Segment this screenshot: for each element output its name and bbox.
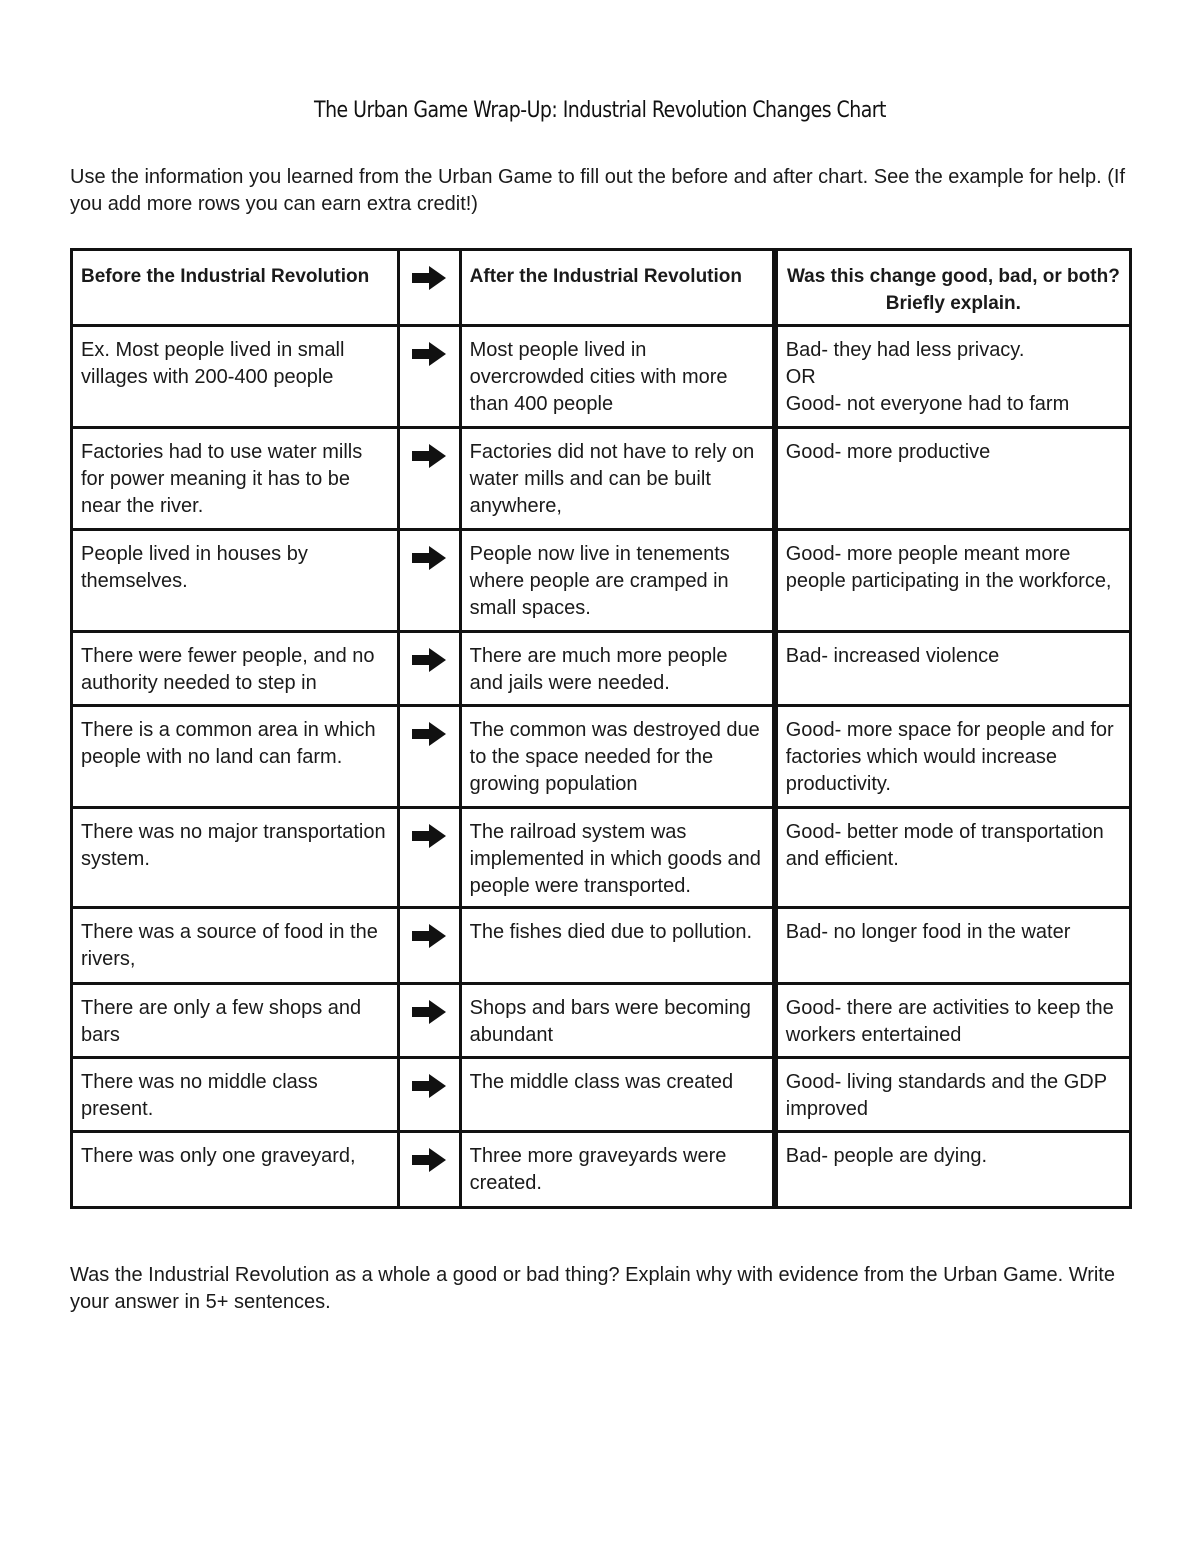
before-cell: There was no major transportation system. [72, 808, 399, 908]
before-cell: Factories had to use water mills for power meaning it has to be near the river. [72, 428, 399, 530]
after-cell: Most people lived in overcrowded cities with more than 400 people [460, 326, 775, 428]
right-arrow-icon [411, 721, 447, 747]
before-cell: There was no middle class present. [72, 1058, 399, 1132]
before-cell: There was only one graveyard, [72, 1132, 399, 1208]
after-cell: There are much more people and jails were needed. [460, 632, 775, 706]
arrow-cell [398, 530, 460, 632]
after-cell: Factories did not have to rely on water mills and can be built anywhere, [460, 428, 775, 530]
right-arrow-icon [411, 1147, 447, 1173]
right-arrow-icon [411, 265, 447, 291]
before-cell: There was a source of food in the rivers, [72, 908, 399, 984]
page-title: The Urban Game Wrap-Up: Industrial Revolution Changes Chart [314, 98, 886, 123]
arrow-cell [398, 984, 460, 1058]
evaluation-line: Good- not everyone had to farm [785, 393, 1070, 415]
right-arrow-icon [411, 1073, 447, 1099]
evaluation-cell [775, 632, 1131, 706]
table-row [72, 530, 1131, 632]
arrow-cell [398, 908, 460, 984]
evaluation-cell [775, 530, 1131, 632]
evaluation-cell [775, 808, 1131, 908]
evaluation-cell [775, 1132, 1131, 1208]
right-arrow-icon [411, 923, 447, 949]
after-cell: The railroad system was implemented in which goods and people were transported. [460, 808, 775, 908]
arrow-cell [398, 428, 460, 530]
table-body [72, 326, 1131, 1208]
evaluation-line: Good- more productive [785, 441, 991, 463]
right-arrow-icon [411, 999, 447, 1025]
header-evaluation: Was this change good, bad, or both? Briefly explain. [775, 250, 1131, 326]
arrow-cell [398, 632, 460, 706]
evaluation-line: Bad- increased violence [785, 645, 1000, 667]
arrow-cell [398, 1058, 460, 1132]
table-row [72, 908, 1131, 984]
instructions-text: Use the information you learned from the Urban Game to fill out the before and after chart. See the example for help. (If you add more rows you can earn extra credit!) [70, 166, 1126, 215]
right-arrow-icon [411, 823, 447, 849]
evaluation-line: Bad- they had less privacy. [785, 339, 1025, 361]
evaluation-cell [775, 428, 1131, 530]
header-after: After the Industrial Revolution [460, 250, 775, 326]
table-row [72, 984, 1131, 1058]
table-row [72, 326, 1131, 428]
table-row [72, 632, 1131, 706]
after-cell: People now live in tenements where people are cramped in small spaces. [460, 530, 775, 632]
arrow-cell [398, 808, 460, 908]
header-arrow [398, 250, 460, 326]
before-cell: There were fewer people, and no authority needed to step in [72, 632, 399, 706]
closing-question-text: Was the Industrial Revolution as a whole a good or bad thing? Explain why with evidence from the Urban Game. Write your answer in 5+ sentences. [70, 1264, 1115, 1313]
evaluation-line: Good- more space for people and for factories which would increase productivity. [785, 719, 1114, 795]
evaluation-line: Good- living standards and the GDP improved [785, 1071, 1107, 1120]
after-cell: The fishes died due to pollution. [460, 908, 775, 984]
right-arrow-icon [411, 647, 447, 673]
evaluation-line: Bad- no longer food in the water [785, 921, 1071, 943]
evaluation-cell [775, 326, 1131, 428]
evaluation-line: OR [785, 366, 816, 388]
evaluation-cell [775, 1058, 1131, 1132]
table-row [72, 706, 1131, 808]
before-cell: People lived in houses by themselves. [72, 530, 399, 632]
evaluation-cell [775, 908, 1131, 984]
table-row [72, 1058, 1131, 1132]
evaluation-line: Good- more people meant more people participating in the workforce, [785, 543, 1112, 592]
arrow-cell [398, 326, 460, 428]
changes-chart-table [70, 248, 1132, 1209]
header-before: Before the Industrial Revolution [72, 250, 399, 326]
table-header-row [72, 250, 1131, 326]
before-cell: There is a common area in which people with no land can farm. [72, 706, 399, 808]
right-arrow-icon [411, 443, 447, 469]
evaluation-cell [775, 706, 1131, 808]
before-cell: There are only a few shops and bars [72, 984, 399, 1058]
evaluation-line: Good- there are activities to keep the workers entertained [785, 997, 1114, 1046]
after-cell: Shops and bars were becoming abundant [460, 984, 775, 1058]
after-cell: The common was destroyed due to the space needed for the growing population [460, 706, 775, 808]
arrow-cell [398, 706, 460, 808]
table-row [72, 428, 1131, 530]
evaluation-cell [775, 984, 1131, 1058]
evaluation-line: Bad- people are dying. [785, 1145, 987, 1167]
table-row [72, 808, 1131, 908]
right-arrow-icon [411, 341, 447, 367]
after-cell: Three more graveyards were created. [460, 1132, 775, 1208]
right-arrow-icon [411, 545, 447, 571]
after-cell: The middle class was created [460, 1058, 775, 1132]
before-cell: Ex. Most people lived in small villages with 200-400 people [72, 326, 399, 428]
arrow-cell [398, 1132, 460, 1208]
evaluation-line: Good- better mode of transportation and efficient. [785, 821, 1104, 870]
table-row [72, 1132, 1131, 1208]
